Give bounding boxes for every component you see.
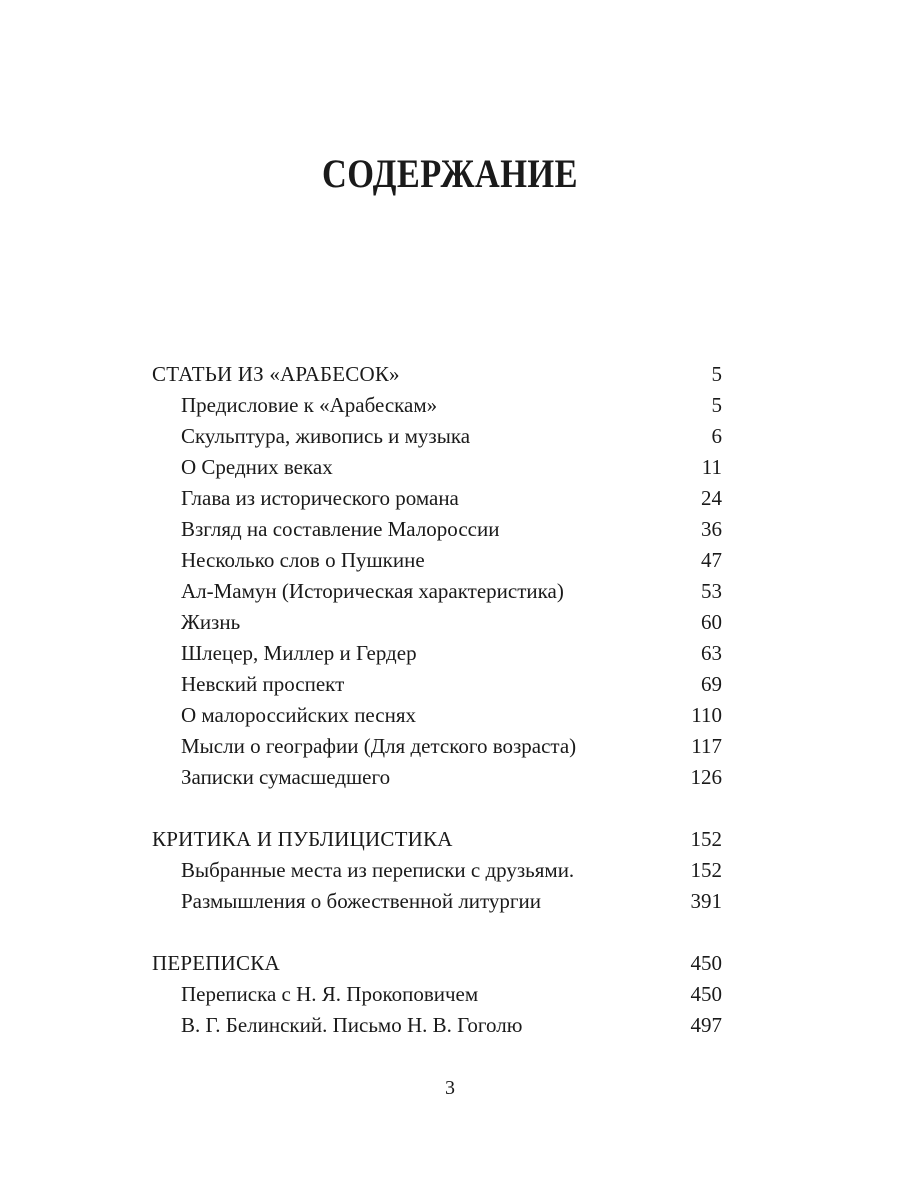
toc-entry <box>152 421 722 452</box>
entry-page-number: 60 <box>701 610 722 634</box>
entry-title: Несколько слов о Пушкине <box>181 548 425 572</box>
entry-page-number: 497 <box>690 1013 722 1037</box>
entry-title: Записки сумасшедшего <box>181 765 391 789</box>
entry-title: Скульптура, живопись и музыка <box>181 424 471 448</box>
entry-page-number: 6 <box>711 424 722 448</box>
toc-section <box>152 824 722 917</box>
entry-title: Шлецер, Миллер и Гердер <box>181 641 417 665</box>
toc-section-heading <box>152 824 722 855</box>
toc-section <box>152 948 722 1041</box>
section-page-number: 152 <box>690 827 722 851</box>
toc-entry <box>152 855 722 886</box>
toc-entry <box>152 545 722 576</box>
toc-entry <box>152 483 722 514</box>
entry-page-number: 53 <box>701 579 722 603</box>
toc-section-heading <box>152 948 722 979</box>
toc-entry <box>152 669 722 700</box>
section-page-number: 5 <box>711 362 722 386</box>
toc-entry <box>152 514 722 545</box>
section-title: СТАТЬИ ИЗ «АРАБЕСОК» <box>152 362 400 386</box>
toc-section <box>152 359 722 793</box>
entry-page-number: 36 <box>701 517 722 541</box>
entry-title: Переписка с Н. Я. Прокоповичем <box>181 982 479 1006</box>
toc-entry <box>152 390 722 421</box>
entry-page-number: 5 <box>711 393 722 417</box>
entry-page-number: 11 <box>701 455 722 479</box>
section-page-number: 450 <box>690 951 722 975</box>
toc-entry <box>152 762 722 793</box>
entry-title: Выбранные места из переписки с друзьями. <box>181 858 575 882</box>
toc-entry <box>152 731 722 762</box>
entry-title: Жизнь <box>181 610 241 634</box>
toc-entry <box>152 886 722 917</box>
table-of-contents <box>152 359 722 1041</box>
toc-entry <box>152 607 722 638</box>
entry-page-number: 47 <box>701 548 722 572</box>
entry-page-number: 63 <box>701 641 722 665</box>
entry-page-number: 110 <box>691 703 722 727</box>
entry-page-number: 117 <box>691 734 722 758</box>
toc-entry <box>152 1010 722 1041</box>
section-title: КРИТИКА И ПУБЛИЦИСТИКА <box>152 827 453 851</box>
toc-entry <box>152 979 722 1010</box>
toc-entry <box>152 638 722 669</box>
entry-title: Невский проспект <box>181 672 345 696</box>
entry-title: О Средних веках <box>181 455 333 479</box>
entry-page-number: 24 <box>701 486 722 510</box>
entry-title: В. Г. Белинский. Письмо Н. В. Гоголю <box>181 1013 523 1037</box>
section-title: ПЕРЕПИСКА <box>152 951 280 975</box>
entry-title: Глава из исторического романа <box>181 486 459 510</box>
entry-title: Мысли о географии (Для детского возраста) <box>181 734 577 758</box>
page-number: 3 <box>445 1077 455 1099</box>
toc-entry <box>152 452 722 483</box>
toc-entry <box>152 700 722 731</box>
entry-title: Взгляд на составление Малороссии <box>181 517 500 541</box>
toc-entry <box>152 576 722 607</box>
entry-page-number: 450 <box>690 982 722 1006</box>
entry-title: О малороссийских песнях <box>181 703 416 727</box>
entry-page-number: 69 <box>701 672 722 696</box>
entry-title: Размышления о божественной литургии <box>181 889 542 913</box>
entry-title: Предисловие к «Арабескам» <box>181 393 438 417</box>
entry-page-number: 126 <box>690 765 722 789</box>
page-title: СОДЕРЖАНИЕ <box>322 151 578 196</box>
entry-page-number: 152 <box>690 858 722 882</box>
entry-title: Ал-Мамун (Историческая характеристика) <box>181 579 564 603</box>
entry-page-number: 391 <box>690 889 722 913</box>
toc-section-heading <box>152 359 722 390</box>
